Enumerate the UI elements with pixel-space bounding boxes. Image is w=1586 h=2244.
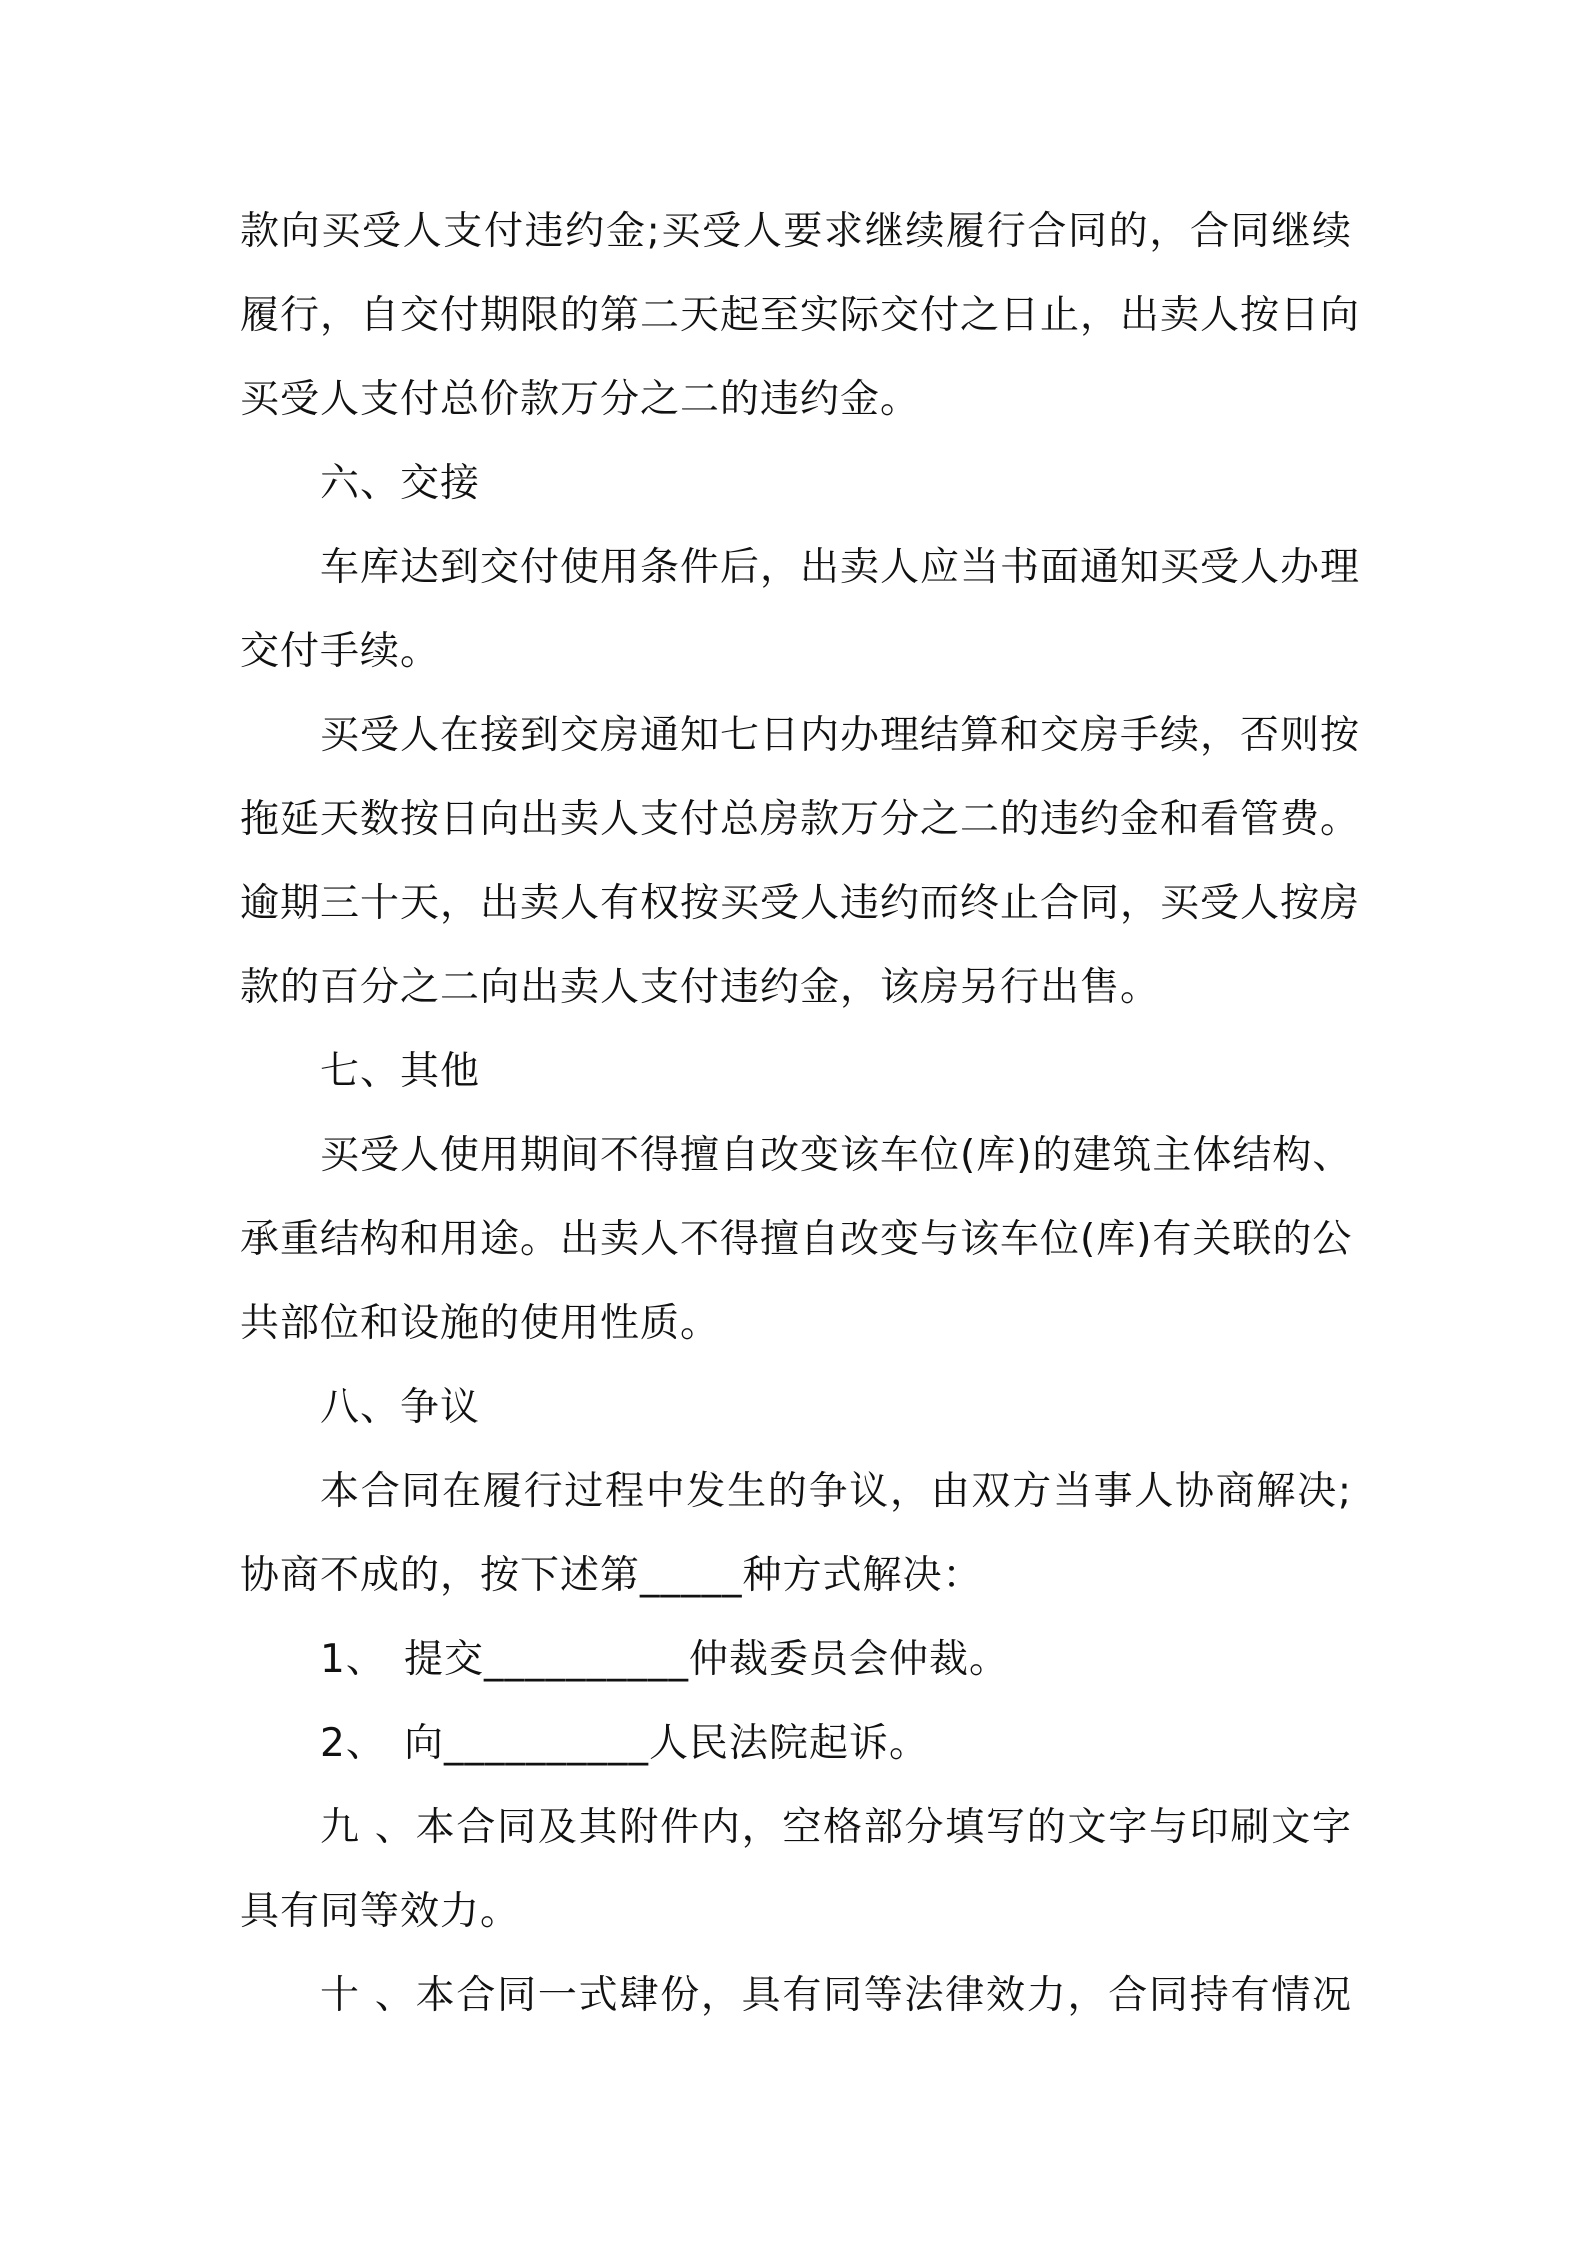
list-item-court: [240, 1702, 1352, 1786]
text-line: 车库达到交付使用条件后，出卖人应当书面通知买受人办理: [320, 545, 1361, 590]
text-line: 共部位和设施的使用性质。: [240, 1301, 721, 1346]
text-line: 协商不成的，按下述第_____种方式解决：: [240, 1553, 983, 1598]
section-ten-text: 十 、本合同一式肆份，具有同等法律效力，合同持有情况: [320, 1973, 1352, 2018]
text-line: 本合同在履行过程中发生的争议，由双方当事人协商解决;: [320, 1469, 1352, 1514]
section-nine-text: 九 、本合同及其附件内，空格部分填写的文字与印刷文字: [320, 1805, 1352, 1850]
text-line: 款向买受人支付违约金;买受人要求继续履行合同的，合同继续: [240, 209, 1352, 254]
text-line: 承重结构和用途。出卖人不得擅自改变与该车位(库)有关联的公: [240, 1217, 1353, 1262]
text-line: 交付手续。: [240, 629, 441, 674]
list-item-arbitration: [240, 1618, 1352, 1702]
text-line: 拖延天数按日向出卖人支付总房款万分之二的违约金和看管费。: [240, 797, 1361, 842]
section-heading-handover: 六、交接: [320, 461, 481, 506]
text-line: 逾期三十天，出卖人有权按买受人违约而终止合同，买受人按房: [240, 881, 1361, 926]
document-body: [240, 190, 1361, 2038]
list-item-text: 向__________人民法院起诉。: [404, 1721, 930, 1766]
list-number: 2、: [320, 1721, 386, 1766]
list-number: 1、: [320, 1637, 386, 1682]
text-line: 买受人使用期间不得擅自改变该车位(库)的建筑主体结构、: [320, 1133, 1353, 1178]
section-heading-other: 七、其他: [320, 1049, 481, 1094]
text-line: 具有同等效力。: [240, 1889, 521, 1934]
text-line: 买受人在接到交房通知七日内办理结算和交房手续，否则按: [320, 713, 1361, 758]
text-line: 款的百分之二向出卖人支付违约金，该房另行出售。: [240, 965, 1161, 1010]
text-line: 履行，自交付期限的第二天起至实际交付之日止，出卖人按日向: [240, 293, 1361, 338]
list-item-text: 提交__________仲裁委员会仲裁。: [404, 1637, 1010, 1682]
section-heading-dispute: 八、争议: [320, 1385, 481, 1430]
text-line: 买受人支付总价款万分之二的违约金。: [240, 377, 921, 422]
